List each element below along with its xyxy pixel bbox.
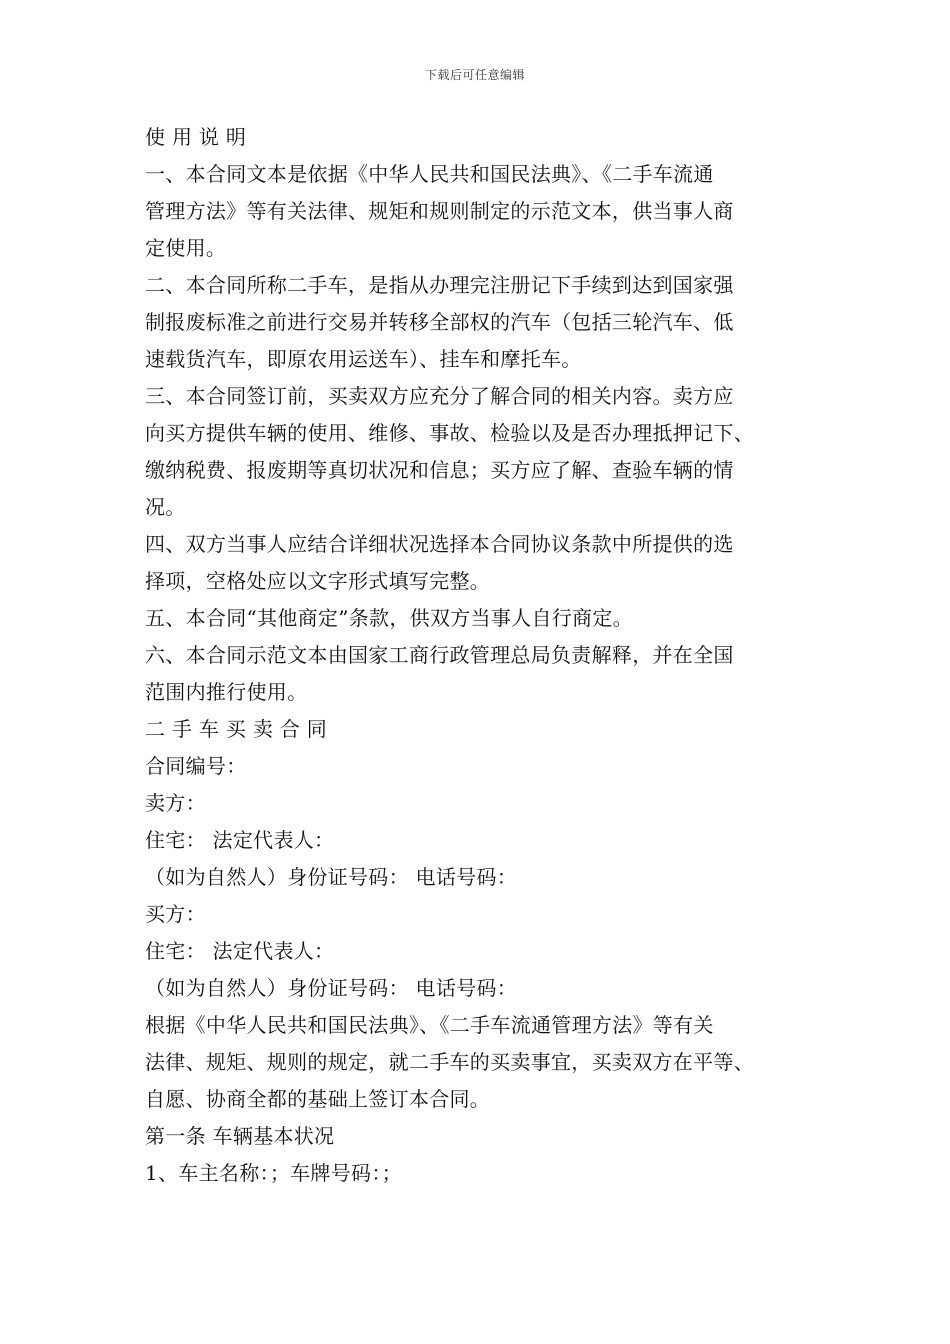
- paragraph-line: 三、本合同签订前，买卖双方应充分了解合同的相关内容。卖方应: [145, 384, 734, 408]
- article-heading: 第一条 车辆基本状况: [145, 1124, 335, 1148]
- paragraph-line: 法律、规矩、规则的规定，就二手车的买卖事宜，买卖双方在平等、: [145, 1050, 754, 1074]
- contract-number-label: 合同编号：: [145, 754, 247, 778]
- buyer-address-line: 住宅： 法定代表人：: [145, 939, 335, 963]
- paragraph-line: 四、双方当事人应结合详细状况选择本合同协议条款中所提供的选: [145, 532, 734, 556]
- paragraph-line: 二、本合同所称二手车，是指从办理完注册记下手续到达到国家强: [145, 273, 734, 297]
- seller-address-line: 住宅： 法定代表人：: [145, 828, 335, 852]
- paragraph-line: 六、本合同示范文本由国家工商行政管理总局负责解释，并在全国: [145, 643, 734, 667]
- paragraph-line: 缴纳税费、报废期等真切状况和信息；买方应了解、查验车辆的情: [145, 458, 734, 482]
- buyer-id-line: （如为自然人）身份证号码： 电话号码：: [145, 976, 518, 1000]
- paragraph-line: 一、本合同文本是依据《中华人民共和国民法典》、《二手车流通: [145, 162, 714, 186]
- paragraph-line: 择项，空格处应以文字形式填写完整。: [145, 569, 491, 593]
- section-title-instructions: 使 用 说 明: [145, 125, 247, 149]
- clause-line: 1、车主名称：；车牌号码：；: [145, 1161, 402, 1185]
- contract-title: 二 手 车 买 卖 合 同: [145, 717, 328, 741]
- paragraph-line: 定使用。: [145, 236, 227, 260]
- paragraph-line: 自愿、协商全都的基础上签订本合同。: [145, 1087, 491, 1111]
- seller-label: 卖方：: [145, 791, 206, 815]
- seller-id-line: （如为自然人）身份证号码： 电话号码：: [145, 865, 518, 889]
- paragraph-line: 制报废标准之前进行交易并转移全部权的汽车（包括三轮汽车、低: [145, 310, 734, 334]
- document-body: [145, 119, 815, 1192]
- paragraph-line: 根据《中华人民共和国民法典》、《二手车流通管理方法》等有关: [145, 1013, 714, 1037]
- buyer-label: 买方：: [145, 902, 206, 926]
- paragraph-line: 范围内推行使用。: [145, 680, 308, 704]
- paragraph-line: 管理方法》等有关法律、规矩和规则制定的示范文本，供当事人商: [145, 199, 734, 223]
- paragraph-line: 速载货汽车，即原农用运送车）、挂车和摩托车。: [145, 347, 582, 371]
- header-note: 下载后可任意编辑: [424, 68, 525, 82]
- paragraph-line: 五、本合同“其他商定”条款，供双方当事人自行商定。: [145, 606, 633, 630]
- paragraph-line: 向买方提供车辆的使用、维修、事故、检验以及是否办理抵押记下、: [145, 421, 754, 445]
- paragraph-line: 况。: [145, 495, 186, 519]
